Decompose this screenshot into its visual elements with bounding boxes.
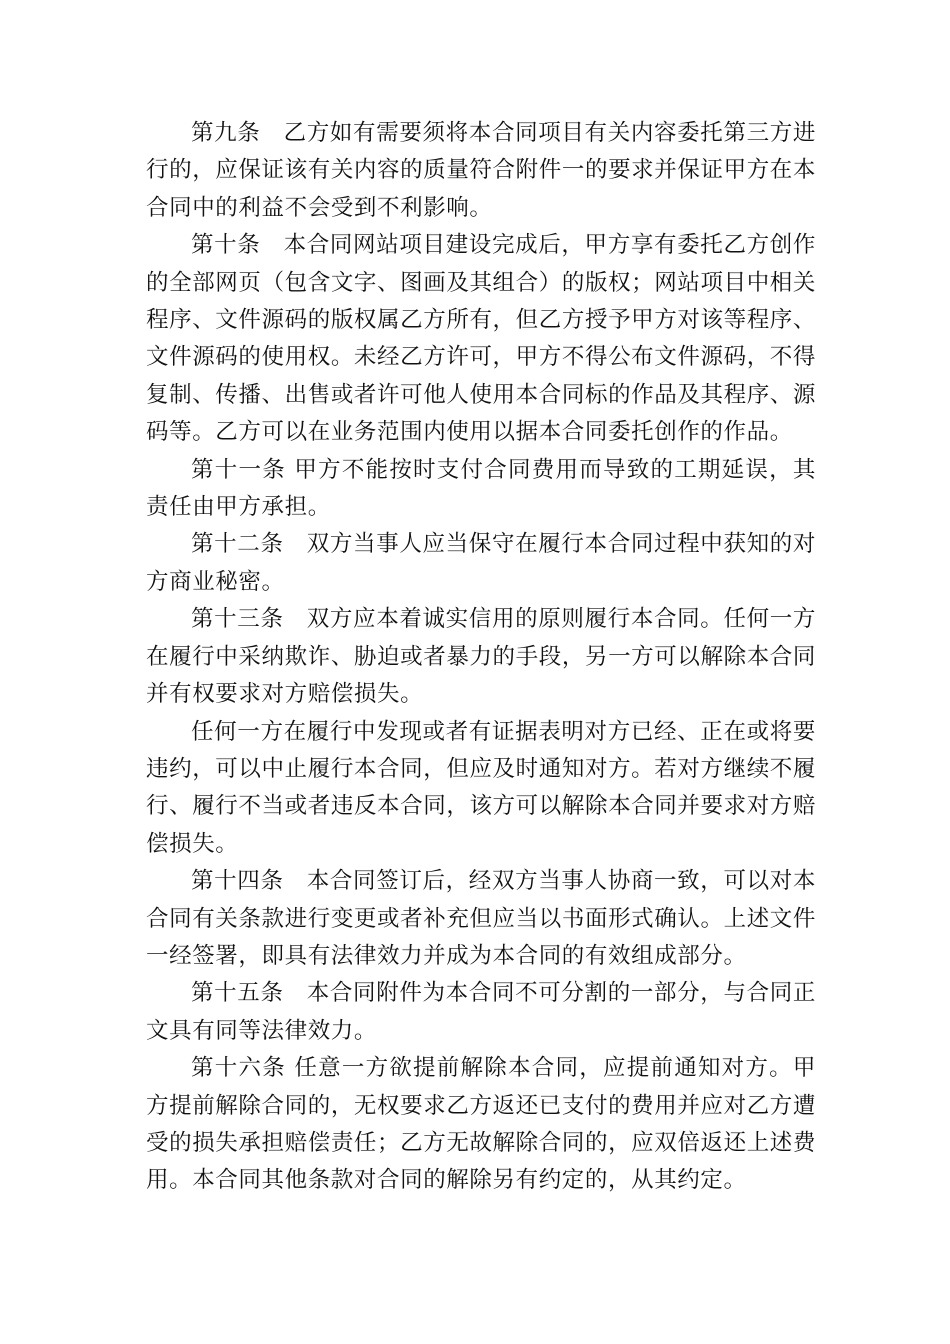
clause-13: 第十三条 双方应本着诚实信用的原则履行本合同。任何一方在履行中采纳欺诈、胁迫或者暴力的手段，另一方可以解除本合同并有权要求对方赔偿损失。: [146, 606, 816, 708]
clause-11: 第十一条 甲方不能按时支付合同费用而导致的工期延误，其责任由甲方承担。: [146, 456, 816, 521]
clause-14: 第十四条 本合同签订后，经双方当事人协商一致，可以对本合同有关条款进行变更或者补充但应当以书面形式确认。上述文件一经签署，即具有法律效力并成为本合同的有效组成部分。: [146, 868, 816, 969]
clause-13-continuation: 任何一方在履行中发现或者有证据表明对方已经、正在或将要违约，可以中止履行本合同，但应及时通知对方。若对方继续不履行、履行不当或者违反本合同，该方可以解除本合同并要求对方赔偿损失。: [146, 718, 816, 857]
clause-10: 第十条 本合同网站项目建设完成后，甲方享有委托乙方创作的全部网页（包含文字、图画及其组合）的版权；网站项目中相关程序、文件源码的版权属乙方所有，但乙方授予甲方对该等程序、文件源码的使用权。未经乙方许可，甲方不得公布文件源码，不得复制、传播、出售或者许可他人使用本合同标的作品及其程序、源码等。乙方可以在业务范围内使用以据本合同委托创作的作品。: [146, 232, 816, 446]
clause-15: 第十五条 本合同附件为本合同不可分割的一部分，与合同正文具有同等法律效力。: [146, 980, 816, 1044]
clause-16: 第十六条 任意一方欲提前解除本合同，应提前通知对方。甲方提前解除合同的，无权要求乙方返还已支付的费用并应对乙方遭受的损失承担赔偿责任；乙方无故解除合同的，应双倍返还上述费用。本合同其他条款对合同的解除另有约定的，从其约定。: [146, 1055, 816, 1194]
contract-body: [146, 115, 816, 1200]
clause-12: 第十二条 双方当事人应当保守在履行本合同过程中获知的对方商业秘密。: [146, 531, 816, 595]
clause-9: 第九条 乙方如有需要须将本合同项目有关内容委托第三方进行的，应保证该有关内容的质量符合附件一的要求并保证甲方在本合同中的利益不会受到不利影响。: [146, 120, 816, 221]
